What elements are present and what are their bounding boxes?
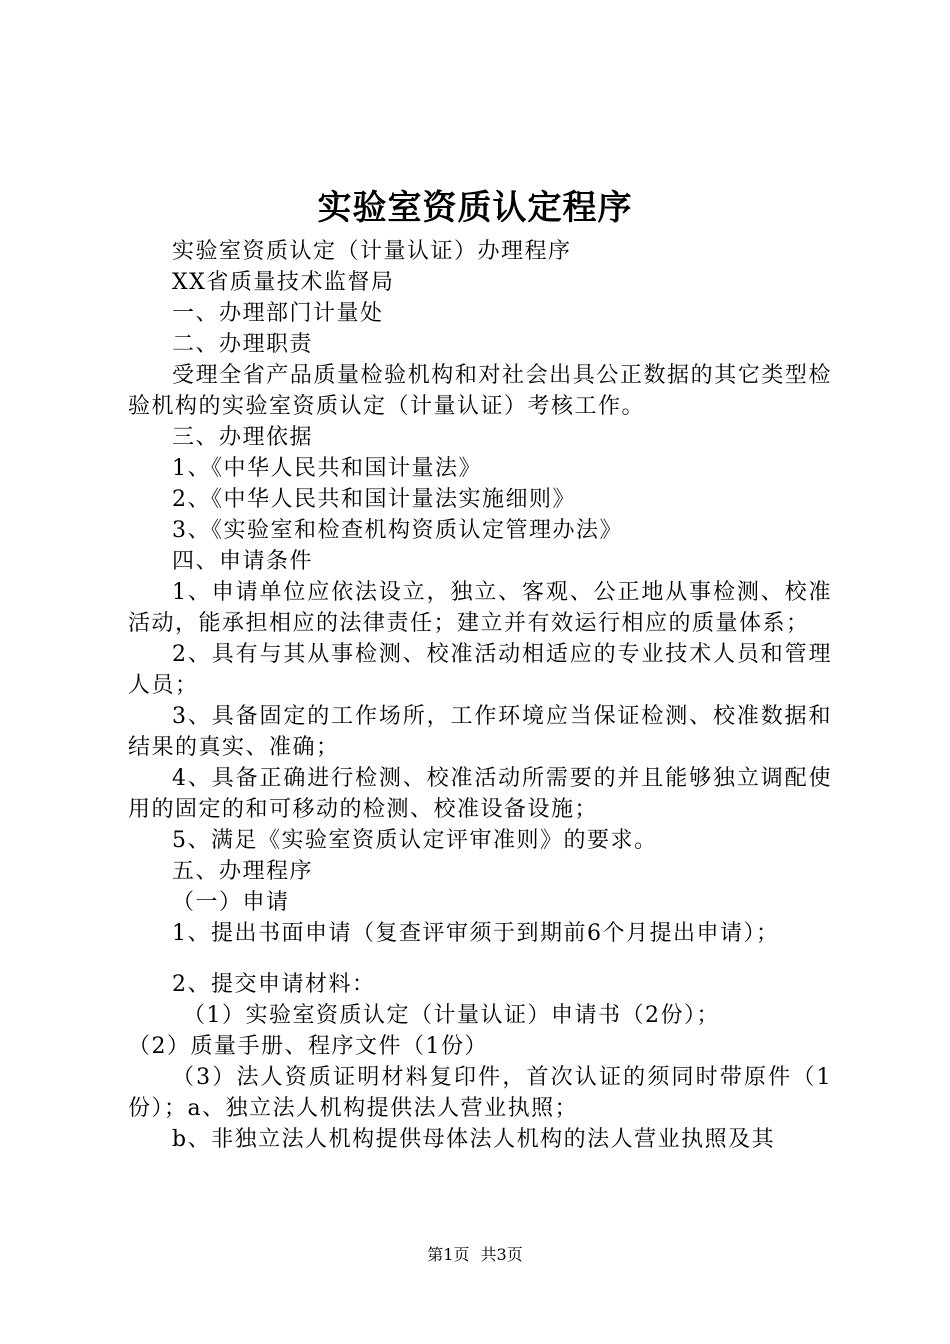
- paragraph: 受理全省产品质量检验机构和对社会出具公正数据的其它类型检验机构的实验室资质认定（计量认证）考核工作。: [128, 363, 832, 419]
- list-item: 2、提交申请材料：: [172, 972, 376, 997]
- section-heading: 四、申请条件: [172, 549, 314, 574]
- section-heading: 二、办理职责: [172, 332, 314, 357]
- section-heading: 三、办理依据: [172, 425, 314, 450]
- section-heading: 一、办理部门计量处: [172, 301, 384, 326]
- list-item: 5、满足《实验室资质认定评审准则》的要求。: [172, 828, 658, 853]
- list-item: 4、具备正确进行检测、校准活动所需要的并且能够独立调配使用的固定的和可移动的检测、校准设备设施；: [128, 766, 832, 822]
- paragraph: 实验室资质认定（计量认证）办理程序: [172, 239, 572, 264]
- document-body: [128, 236, 832, 1155]
- page-footer: [0, 1244, 950, 1266]
- paragraph: XX省质量技术监督局: [172, 270, 395, 295]
- section-heading: 五、办理程序: [172, 859, 314, 884]
- subsection-heading: （一）申请: [172, 890, 290, 915]
- page-total: 共3页: [480, 1245, 523, 1264]
- list-item: （2）质量手册、程序文件（1份）: [128, 1034, 488, 1059]
- list-item: 3、具备固定的工作场所，工作环境应当保证检测、校准数据和结果的真实、准确；: [128, 704, 832, 760]
- list-item: 3、《实验室和检查机构资质认定管理办法》: [172, 518, 623, 543]
- list-item: 1、提出书面申请（复查评审须于到期前6个月提出申请）；: [172, 921, 780, 946]
- list-item: （3）法人资质证明材料复印件，首次认证的须同时带原件（1份）；a、独立法人机构提供法人营业执照；: [128, 1065, 832, 1121]
- document-title: 实验室资质认定程序: [317, 188, 633, 228]
- list-item: 1、申请单位应依法设立，独立、客观、公正地从事检测、校准活动，能承担相应的法律责任；建立并有效运行相应的质量体系；: [128, 580, 832, 636]
- page-number: 第1页: [427, 1245, 470, 1264]
- list-item: 2、具有与其从事检测、校准活动相适应的专业技术人员和管理人员；: [128, 642, 832, 698]
- list-item: （1）实验室资质认定（计量认证）申请书（2份）；: [183, 1003, 720, 1028]
- list-item: b、非独立法人机构提供母体法人机构的法人营业执照及其: [172, 1127, 776, 1152]
- list-item: 1、《中华人民共和国计量法》: [172, 456, 482, 481]
- list-item: 2、《中华人民共和国计量法实施细则》: [172, 487, 576, 512]
